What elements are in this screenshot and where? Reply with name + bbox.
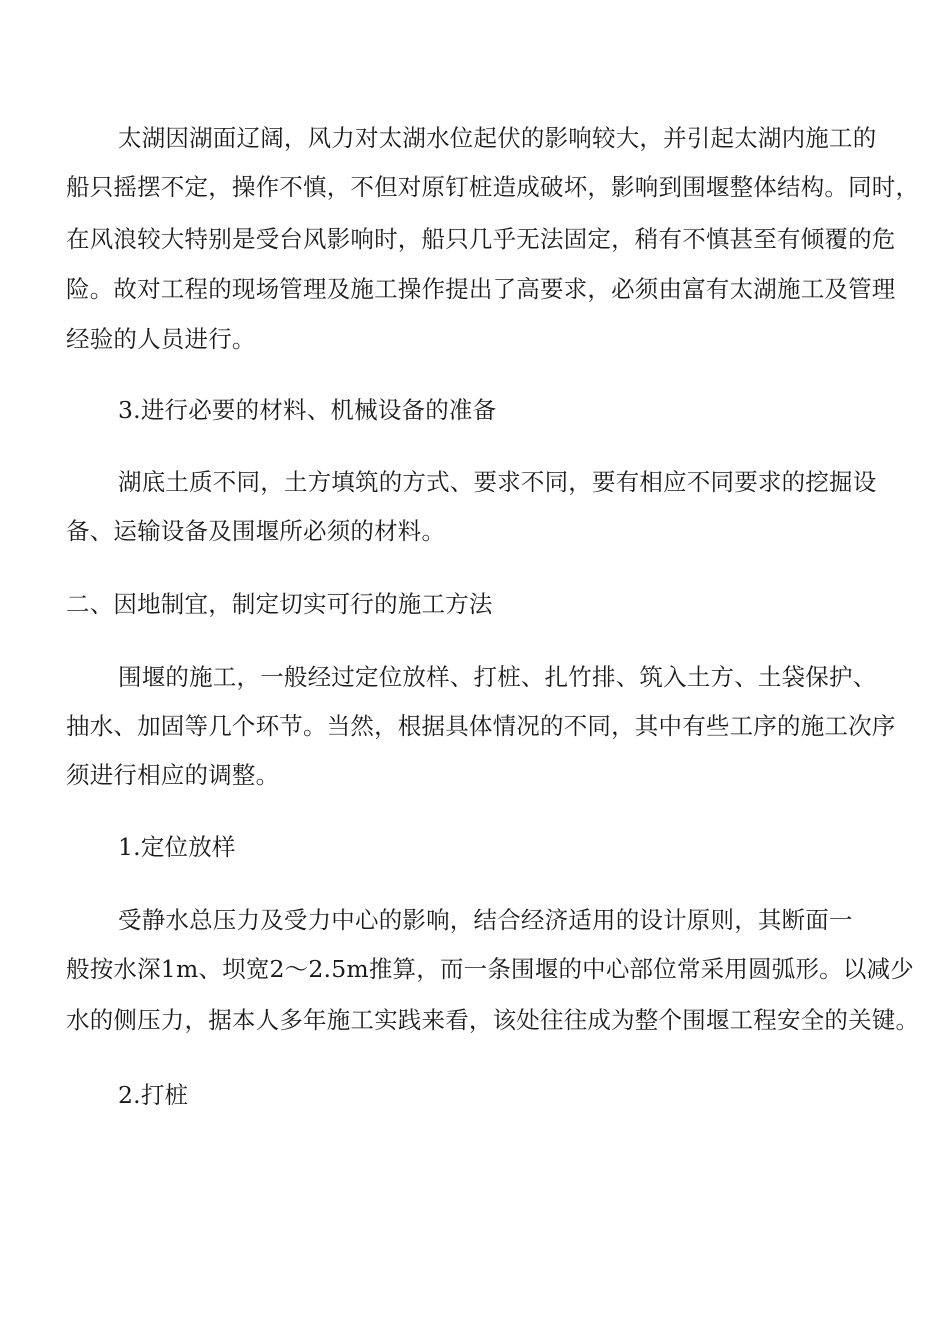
paragraph-line: 船只摇摆不定，操作不慎，不但对原钉桩造成破坏，影响到围堰整体结构。同时， xyxy=(66,173,920,201)
paragraph-line: 经验的人员进行。 xyxy=(66,325,256,353)
paragraph-line: 抽水、加固等几个环节。当然，根据具体情况的不同，其中有些工序的施工次序 xyxy=(66,712,896,740)
paragraph-line: 受静水总压力及受力中心的影响，结合经济适用的设计原则，其断面一 xyxy=(118,906,853,934)
paragraph-line: 险。故对工程的现场管理及施工操作提出了高要求，必须由富有太湖施工及管理 xyxy=(66,275,896,303)
paragraph-line: 水的侧压力，据本人多年施工实践来看，该处往往成为整个围堰工程安全的关键。 xyxy=(66,1006,920,1034)
paragraph-line: 备、运输设备及围堰所必须的材料。 xyxy=(66,517,446,545)
paragraph-line: 围堰的施工，一般经过定位放样、打桩、扎竹排、筑入土方、土袋保护、 xyxy=(118,663,877,691)
paragraph-line: 太湖因湖面辽阔，风力对太湖水位起伏的影响较大，并引起太湖内施工的 xyxy=(118,124,877,152)
paragraph-line: 湖底土质不同，土方填筑的方式、要求不同，要有相应不同要求的挖掘设 xyxy=(118,468,877,496)
subsection-heading: 1.定位放样 xyxy=(118,833,236,861)
paragraph-line: 在风浪较大特别是受台风影响时，船只几乎无法固定，稍有不慎甚至有倾覆的危 xyxy=(66,225,896,253)
paragraph-line: 般按水深1m、坝宽2～2.5m推算，而一条围堰的中心部位常采用圆弧形。以减少 xyxy=(66,955,914,983)
section-heading: 二、因地制宜，制定切实可行的施工方法 xyxy=(66,590,493,618)
paragraph-line: 须进行相应的调整。 xyxy=(66,761,280,789)
subsection-heading: 2.打桩 xyxy=(118,1081,189,1109)
subsection-heading: 3.进行必要的材料、机械设备的准备 xyxy=(118,396,497,424)
